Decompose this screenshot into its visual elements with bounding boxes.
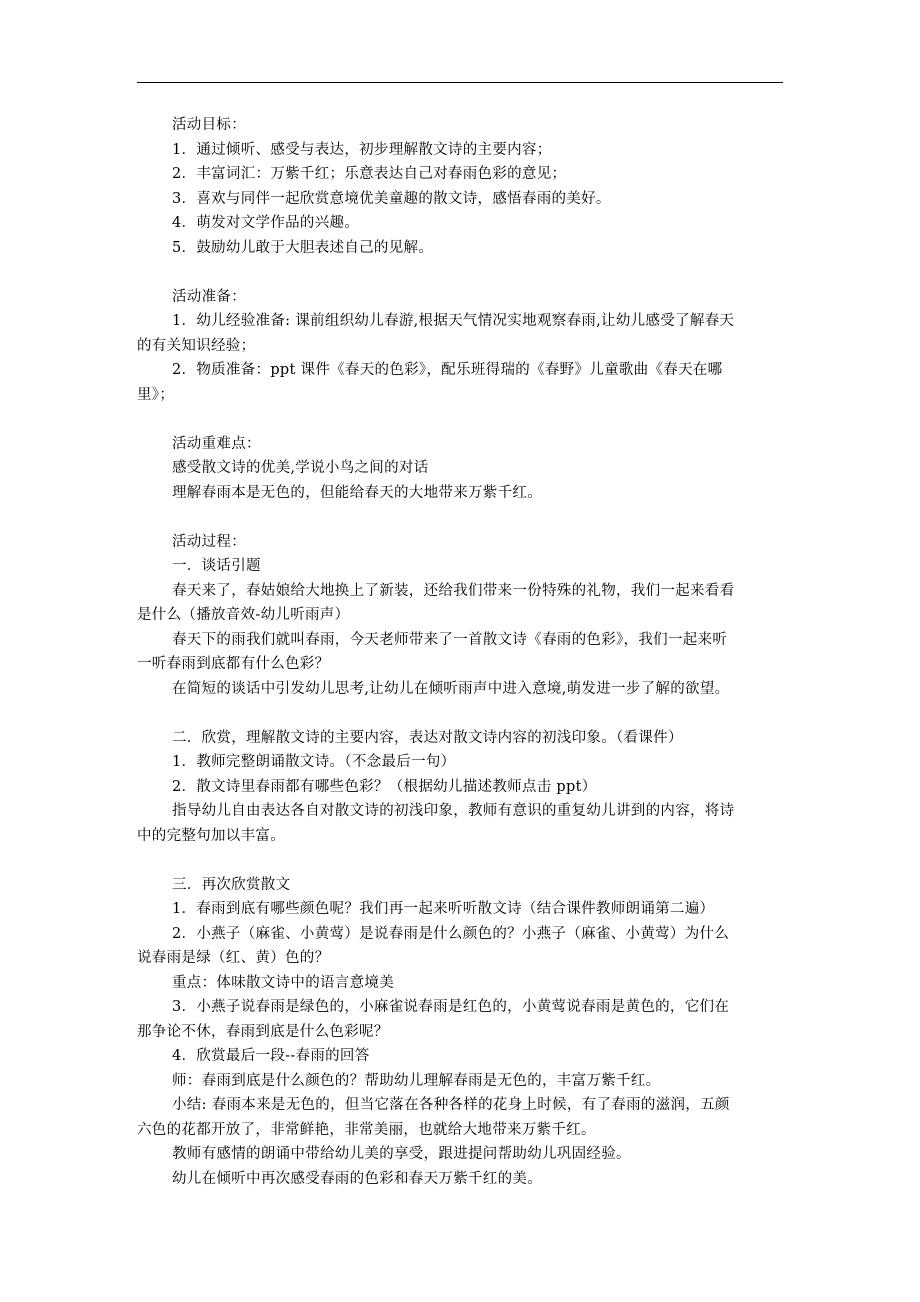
text-line: 感受散文诗的优美,学说小鸟之间的对话 xyxy=(172,460,429,476)
text-line: 的有关知识经验； xyxy=(137,337,256,354)
text-line: 在简短的谈话中引发幼儿思考,让幼儿在倾听雨声中进入意境,萌发进一步了解的欲望。 xyxy=(172,680,730,697)
text-line: 中的完整句加以丰富。 xyxy=(137,827,285,844)
text-line: 5．鼓励幼儿敢于大胆表述自己的见解。 xyxy=(172,239,434,256)
section-heading: 活动准备： xyxy=(172,288,246,305)
text-line: 小结: 春雨本来是无色的，但当它落在各种各样的花身上时候，有了春雨的滋润，五颜 xyxy=(172,1097,730,1113)
text-line: 2．物质准备：ppt 课件《春天的色彩》，配乐班得瑞的《春野》儿童歌曲《春天在哪 xyxy=(172,362,723,378)
section xyxy=(137,113,785,260)
text-line: 理解春雨本是无色的，但能给春天的大地带来万紫千红。 xyxy=(172,484,542,501)
text-line: 春天来了，春姑娘给大地换上了新装，还给我们带来一份特殊的礼物，我们一起来看看 xyxy=(172,582,735,599)
text-line: 指导幼儿自由表达各自对散文诗的初浅印象，教师有意识的重复幼儿讲到的内容，将诗 xyxy=(172,803,735,819)
text-line: 春天下的雨我们就叫春雨，今天老师带来了一首散文诗《春雨的色彩》，我们一起来听 xyxy=(172,631,728,648)
section-heading: 二．欣赏，理解散文诗的主要内容，表达对散文诗内容的初浅印象。（看课件） xyxy=(172,729,683,746)
text-line: 教师有感情的朗诵中带给幼儿美的享受，跟进提问帮助幼儿巩固经验。 xyxy=(172,1146,631,1162)
text-line: 是什么（播放音效-幼儿听雨声） xyxy=(137,607,350,623)
document-body xyxy=(137,113,785,1191)
section-gap xyxy=(137,505,785,530)
text-line: 2．散文诗里春雨都有哪些色彩？（根据幼儿描述教师点击 ppt） xyxy=(172,778,597,795)
section-gap xyxy=(137,260,785,285)
text-line: 3．小燕子说春雨是绿色的，小麻雀说春雨是红色的，小黄莺说春雨是黄色的，它们在 xyxy=(172,999,730,1015)
section xyxy=(137,726,785,849)
section xyxy=(137,530,785,702)
text-line: 那争论不休，春雨到底是什么色彩呢？ xyxy=(137,1023,389,1040)
text-line: 一．谈话引题 xyxy=(172,558,261,574)
text-line: 4．欣赏最后一段--春雨的回答 xyxy=(172,1048,370,1064)
text-line: 3．喜欢与同伴一起欣赏意境优美童趣的散文诗，感悟春雨的美好。 xyxy=(172,190,611,207)
text-line: 4．萌发对文学作品的兴趣。 xyxy=(172,215,360,231)
section-heading: 活动过程： xyxy=(172,533,246,550)
section xyxy=(137,432,785,506)
text-line: 1．教师完整朗诵散文诗。（不念最后一句） xyxy=(172,754,456,770)
section-gap xyxy=(137,848,785,873)
text-line: 一听春雨到底都有什么色彩？ xyxy=(137,656,330,672)
section-heading: 三．再次欣赏散文 xyxy=(172,876,291,893)
section xyxy=(137,873,785,1192)
text-line: 幼儿在倾听中再次感受春雨的色彩和春天万紫千红的美。 xyxy=(172,1170,542,1187)
text-line: 说春雨是绿（红、黄）色的？ xyxy=(137,950,330,966)
section-heading: 活动目标： xyxy=(172,117,246,133)
text-line: 1．春雨到底有哪些颜色呢？我们再一起来听听散文诗（结合课件教师朗诵第二遍） xyxy=(172,901,715,917)
section-gap xyxy=(137,701,785,726)
section-heading: 活动重难点： xyxy=(172,435,261,452)
text-line: 2．小燕子（麻雀、小黄莺）是说春雨是什么颜色的？小燕子（麻雀、小黄莺）为什么 xyxy=(172,925,730,942)
text-line: 里》； xyxy=(137,386,175,403)
text-line: 1．幼儿经验准备: 课前组织幼儿春游,根据天气情况实地观察春雨,让幼儿感受了解春天 xyxy=(172,313,735,329)
header-rule xyxy=(137,82,783,83)
text-line: 重点：体味散文诗中的语言意境美 xyxy=(172,974,394,991)
text-line: 六色的花都开放了，非常鲜艳，非常美丽，也就给大地带来万紫千红。 xyxy=(137,1121,596,1138)
section-gap xyxy=(137,407,785,432)
text-line: 2．丰富词汇：万紫千红；乐意表达自己对春雨色彩的意见； xyxy=(172,166,567,182)
text-line: 师：春雨到底是什么颜色的？帮助幼儿理解春雨是无色的，丰富万紫千红。 xyxy=(172,1072,661,1089)
text-line: 1．通过倾听、感受与表达，初步理解散文诗的主要内容； xyxy=(172,141,552,158)
section xyxy=(137,285,785,408)
